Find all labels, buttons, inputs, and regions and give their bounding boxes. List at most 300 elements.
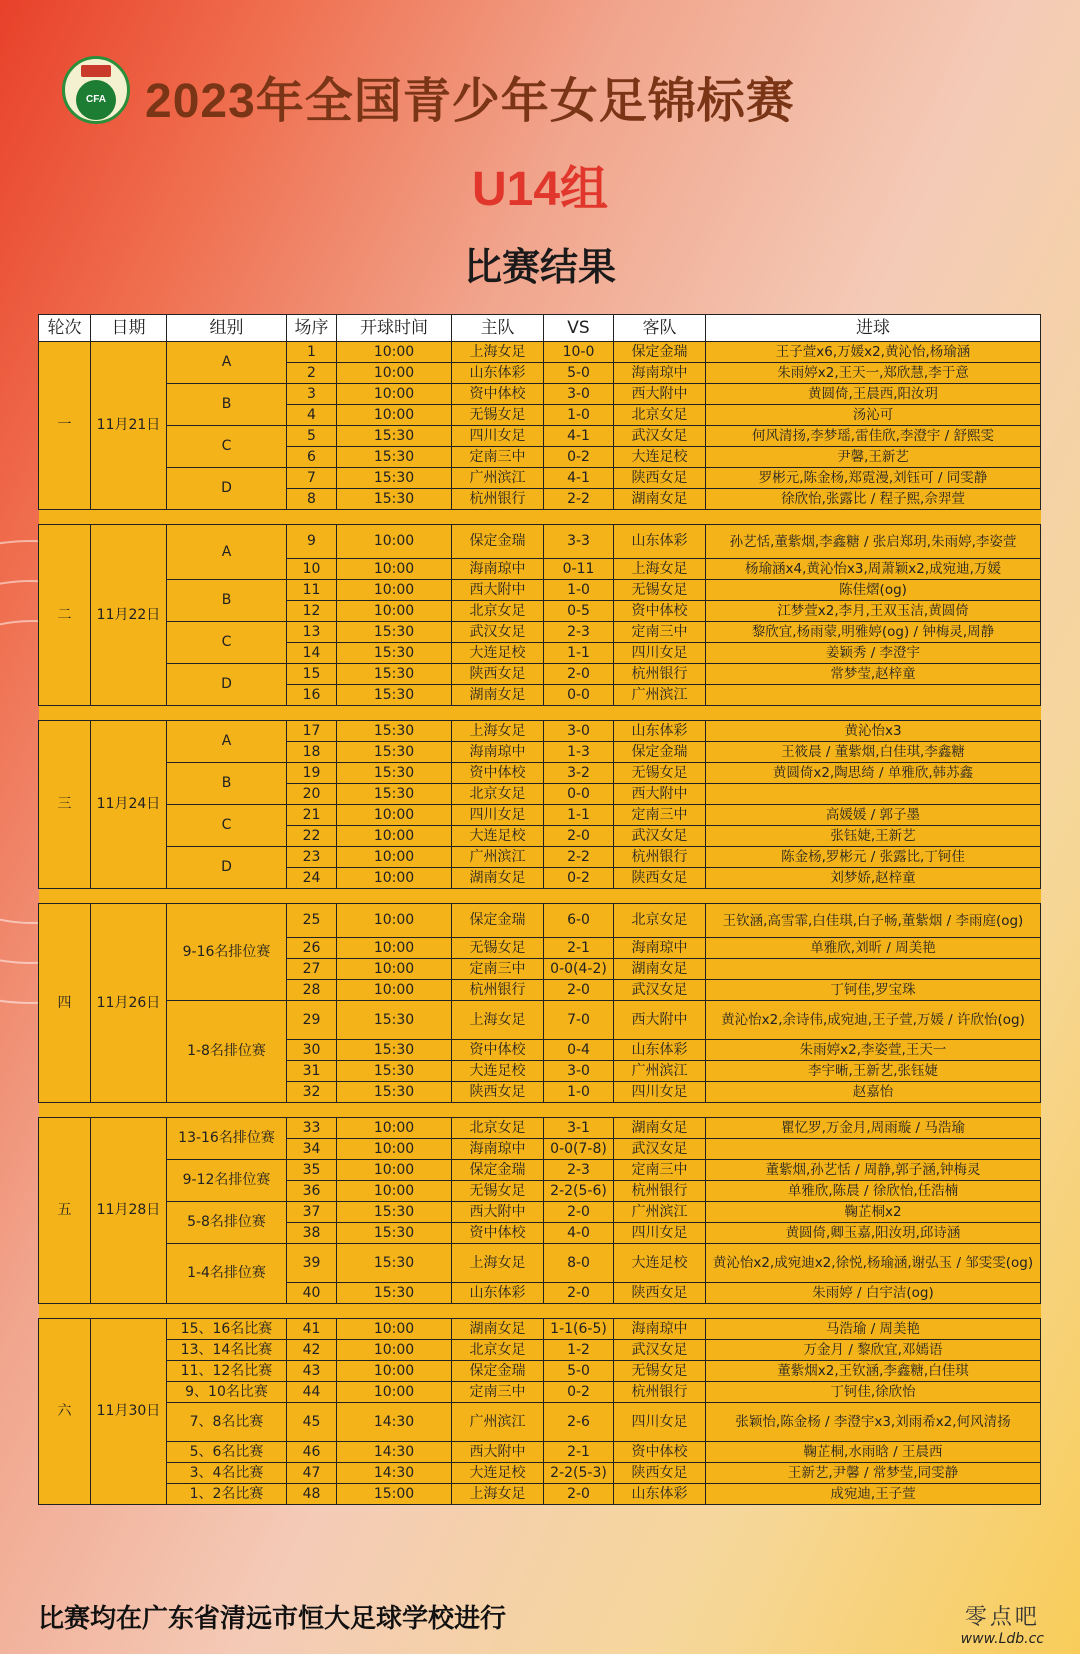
- table-row: [39, 1340, 1041, 1361]
- goals-cell: [706, 685, 1041, 706]
- header-goals: 进球: [706, 315, 1041, 342]
- home-team-cell: 保定金瑞: [452, 525, 544, 559]
- table-row: [39, 622, 1041, 643]
- table-row: [39, 1202, 1041, 1223]
- away-team-cell: 保定金瑞: [614, 742, 706, 763]
- table-header-row: [39, 315, 1041, 342]
- table-row: [39, 1361, 1041, 1382]
- kickoff-cell: 15:30: [337, 489, 452, 510]
- home-team-cell: 资中体校: [452, 763, 544, 784]
- home-team-cell: 上海女足: [452, 1484, 544, 1505]
- home-team-cell: 北京女足: [452, 601, 544, 622]
- score-cell: 2-3: [544, 622, 614, 643]
- group-cell: D: [167, 468, 287, 510]
- cfa-logo-icon: [62, 56, 130, 124]
- goals-cell: 张钰婕,王新艺: [706, 826, 1041, 847]
- match-no-cell: 10: [287, 559, 337, 580]
- home-team-cell: 定南三中: [452, 447, 544, 468]
- match-no-cell: 32: [287, 1082, 337, 1103]
- away-team-cell: 武汉女足: [614, 980, 706, 1001]
- match-no-cell: 27: [287, 959, 337, 980]
- away-team-cell: 大连足校: [614, 1244, 706, 1283]
- match-no-cell: 3: [287, 384, 337, 405]
- score-cell: 3-1: [544, 1118, 614, 1139]
- score-cell: 3-2: [544, 763, 614, 784]
- away-team-cell: 定南三中: [614, 1160, 706, 1181]
- goals-cell: [706, 1139, 1041, 1160]
- goals-cell: 马浩瑜 / 周美艳: [706, 1319, 1041, 1340]
- home-team-cell: 大连足校: [452, 1463, 544, 1484]
- kickoff-cell: 15:30: [337, 622, 452, 643]
- score-cell: 1-2: [544, 1340, 614, 1361]
- home-team-cell: 北京女足: [452, 784, 544, 805]
- away-team-cell: 杭州银行: [614, 847, 706, 868]
- kickoff-cell: 10:00: [337, 1319, 452, 1340]
- away-team-cell: 杭州银行: [614, 1382, 706, 1403]
- round-cell: 五: [39, 1118, 91, 1304]
- table-row: [39, 1442, 1041, 1463]
- goals-cell: 常梦莹,赵梓童: [706, 664, 1041, 685]
- home-team-cell: 西大附中: [452, 580, 544, 601]
- score-cell: 2-0: [544, 1484, 614, 1505]
- round-gap-row: [39, 510, 1041, 525]
- match-no-cell: 2: [287, 363, 337, 384]
- table-row: [39, 1382, 1041, 1403]
- home-team-cell: 湖南女足: [452, 1319, 544, 1340]
- match-no-cell: 16: [287, 685, 337, 706]
- table-row: [39, 1463, 1041, 1484]
- group-cell: 5、6名比赛: [167, 1442, 287, 1463]
- group-cell: 1-8名排位赛: [167, 1001, 287, 1103]
- score-cell: 0-2: [544, 1382, 614, 1403]
- group-cell: 5-8名排位赛: [167, 1202, 287, 1244]
- venue-note: 比赛均在广东省清远市恒大足球学校进行: [38, 1604, 507, 1634]
- home-team-cell: 北京女足: [452, 1340, 544, 1361]
- kickoff-cell: 15:30: [337, 664, 452, 685]
- away-team-cell: 保定金瑞: [614, 342, 706, 363]
- group-cell: A: [167, 342, 287, 384]
- away-team-cell: 四川女足: [614, 1223, 706, 1244]
- group-cell: C: [167, 426, 287, 468]
- away-team-cell: 资中体校: [614, 1442, 706, 1463]
- logo-gate-shape: [81, 65, 111, 77]
- goals-cell: [706, 784, 1041, 805]
- kickoff-cell: 10:00: [337, 405, 452, 426]
- home-team-cell: 湖南女足: [452, 685, 544, 706]
- table-row: [39, 1160, 1041, 1181]
- kickoff-cell: 10:00: [337, 384, 452, 405]
- kickoff-cell: 10:00: [337, 1160, 452, 1181]
- group-cell: 13、14名比赛: [167, 1340, 287, 1361]
- results-table: [38, 314, 1041, 1505]
- poster-title: 2023年全国青少年女足锦标赛: [145, 75, 795, 128]
- away-team-cell: 四川女足: [614, 643, 706, 664]
- group-cell: 9-12名排位赛: [167, 1160, 287, 1202]
- score-cell: 1-0: [544, 580, 614, 601]
- goals-cell: 孙艺恬,董紫烟,李鑫糖 / 张启郑玥,朱雨婷,李姿萱: [706, 525, 1041, 559]
- group-cell: B: [167, 763, 287, 805]
- kickoff-cell: 10:00: [337, 1118, 452, 1139]
- score-cell: 4-1: [544, 426, 614, 447]
- away-team-cell: 广州滨江: [614, 1061, 706, 1082]
- watermark-url: www.Ldb.cc: [960, 1631, 1044, 1647]
- match-no-cell: 36: [287, 1181, 337, 1202]
- group-cell: 11、12名比赛: [167, 1361, 287, 1382]
- goals-cell: 王新艺,尹馨 / 常梦莹,同雯静: [706, 1463, 1041, 1484]
- match-no-cell: 23: [287, 847, 337, 868]
- score-cell: 8-0: [544, 1244, 614, 1283]
- match-no-cell: 46: [287, 1442, 337, 1463]
- away-team-cell: 陕西女足: [614, 468, 706, 489]
- home-team-cell: 西大附中: [452, 1202, 544, 1223]
- goals-cell: 单雅欣,陈晨 / 徐欣怡,任浩楠: [706, 1181, 1041, 1202]
- match-no-cell: 12: [287, 601, 337, 622]
- kickoff-cell: 10:00: [337, 805, 452, 826]
- score-cell: 1-1: [544, 643, 614, 664]
- round-gap-row: [39, 1103, 1041, 1118]
- match-no-cell: 47: [287, 1463, 337, 1484]
- goals-cell: 黎欣宜,杨雨蒙,明雅婷(og) / 钟梅灵,周静: [706, 622, 1041, 643]
- kickoff-cell: 10:00: [337, 868, 452, 889]
- match-no-cell: 30: [287, 1040, 337, 1061]
- kickoff-cell: 14:30: [337, 1463, 452, 1484]
- away-team-cell: 陕西女足: [614, 868, 706, 889]
- section-heading: 比赛结果: [463, 245, 616, 289]
- kickoff-cell: 15:30: [337, 1061, 452, 1082]
- away-team-cell: 海南琼中: [614, 1319, 706, 1340]
- goals-cell: 姜颖秀 / 李澄宇: [706, 643, 1041, 664]
- group-cell: 13-16名排位赛: [167, 1118, 287, 1160]
- goals-cell: 王子萱x6,万媛x2,黄沁怡,杨瑜涵: [706, 342, 1041, 363]
- goals-cell: 李宇晰,王新艺,张钰婕: [706, 1061, 1041, 1082]
- table-row: [39, 580, 1041, 601]
- group-cell: C: [167, 622, 287, 664]
- match-no-cell: 20: [287, 784, 337, 805]
- home-team-cell: 海南琼中: [452, 1139, 544, 1160]
- kickoff-cell: 10:00: [337, 959, 452, 980]
- kickoff-cell: 15:30: [337, 1244, 452, 1283]
- watermark-cn: 零点吧: [964, 1605, 1040, 1630]
- kickoff-cell: 14:30: [337, 1442, 452, 1463]
- goals-cell: 成宛迪,王子萱: [706, 1484, 1041, 1505]
- goals-cell: 朱雨婷 / 白宇洁(og): [706, 1283, 1041, 1304]
- table-row: [39, 847, 1041, 868]
- score-cell: 0-0(4-2): [544, 959, 614, 980]
- score-cell: 3-0: [544, 721, 614, 742]
- kickoff-cell: 10:00: [337, 980, 452, 1001]
- header-away: 客队: [614, 315, 706, 342]
- table-row: [39, 763, 1041, 784]
- away-team-cell: 武汉女足: [614, 1340, 706, 1361]
- match-no-cell: 37: [287, 1202, 337, 1223]
- round-cell: 四: [39, 904, 91, 1103]
- round-cell: 三: [39, 721, 91, 889]
- away-team-cell: 陕西女足: [614, 1283, 706, 1304]
- goals-cell: 鞠芷桐,水雨晗 / 王晨西: [706, 1442, 1041, 1463]
- match-no-cell: 39: [287, 1244, 337, 1283]
- score-cell: 0-0(7-8): [544, 1139, 614, 1160]
- group-cell: A: [167, 525, 287, 580]
- away-team-cell: 北京女足: [614, 904, 706, 938]
- away-team-cell: 西大附中: [614, 384, 706, 405]
- away-team-cell: 西大附中: [614, 1001, 706, 1040]
- kickoff-cell: 10:00: [337, 1382, 452, 1403]
- round-gap-row: [39, 706, 1041, 721]
- logo-text: CFA: [76, 80, 116, 120]
- away-team-cell: 陕西女足: [614, 1463, 706, 1484]
- kickoff-cell: 15:30: [337, 643, 452, 664]
- match-no-cell: 14: [287, 643, 337, 664]
- kickoff-cell: 15:30: [337, 426, 452, 447]
- match-no-cell: 24: [287, 868, 337, 889]
- match-no-cell: 34: [287, 1139, 337, 1160]
- table-row: [39, 525, 1041, 559]
- table-row: [39, 1319, 1041, 1340]
- match-no-cell: 5: [287, 426, 337, 447]
- table-row: [39, 1118, 1041, 1139]
- kickoff-cell: 10:00: [337, 938, 452, 959]
- score-cell: 0-0: [544, 784, 614, 805]
- score-cell: 2-1: [544, 1442, 614, 1463]
- goals-cell: 黄圆倚x2,陶思绮 / 单雅欣,韩苏鑫: [706, 763, 1041, 784]
- score-cell: 2-1: [544, 938, 614, 959]
- kickoff-cell: 10:00: [337, 363, 452, 384]
- score-cell: 0-0: [544, 685, 614, 706]
- group-cell: D: [167, 664, 287, 706]
- score-cell: 2-0: [544, 664, 614, 685]
- match-no-cell: 8: [287, 489, 337, 510]
- round-gap-row: [39, 889, 1041, 904]
- score-cell: 2-2: [544, 847, 614, 868]
- table-row: [39, 468, 1041, 489]
- score-cell: 1-3: [544, 742, 614, 763]
- kickoff-cell: 15:30: [337, 1223, 452, 1244]
- table-row: [39, 384, 1041, 405]
- home-team-cell: 大连足校: [452, 826, 544, 847]
- score-cell: 10-0: [544, 342, 614, 363]
- score-cell: 1-1(6-5): [544, 1319, 614, 1340]
- home-team-cell: 保定金瑞: [452, 904, 544, 938]
- score-cell: 3-0: [544, 1061, 614, 1082]
- goals-cell: 董紫烟x2,王钦涵,李鑫糖,白佳琪: [706, 1361, 1041, 1382]
- kickoff-cell: 10:00: [337, 1340, 452, 1361]
- home-team-cell: 四川女足: [452, 805, 544, 826]
- kickoff-cell: 15:30: [337, 742, 452, 763]
- home-team-cell: 广州滨江: [452, 468, 544, 489]
- home-team-cell: 大连足校: [452, 643, 544, 664]
- home-team-cell: 无锡女足: [452, 405, 544, 426]
- away-team-cell: 武汉女足: [614, 1139, 706, 1160]
- home-team-cell: 武汉女足: [452, 622, 544, 643]
- kickoff-cell: 10:00: [337, 1181, 452, 1202]
- group-cell: 7、8名比赛: [167, 1403, 287, 1442]
- match-no-cell: 25: [287, 904, 337, 938]
- kickoff-cell: 10:00: [337, 847, 452, 868]
- table-row: [39, 721, 1041, 742]
- results-table-wrapper: [38, 314, 1040, 1505]
- score-cell: 3-0: [544, 384, 614, 405]
- away-team-cell: 无锡女足: [614, 1361, 706, 1382]
- group-cell: C: [167, 805, 287, 847]
- match-no-cell: 28: [287, 980, 337, 1001]
- home-team-cell: 上海女足: [452, 1244, 544, 1283]
- round-gap-cell: [39, 889, 1041, 904]
- score-cell: 2-2: [544, 489, 614, 510]
- goals-cell: 张颖怡,陈金杨 / 李澄宇x3,刘雨希x2,何风清扬: [706, 1403, 1041, 1442]
- table-row: [39, 1484, 1041, 1505]
- date-cell: 11月24日: [91, 721, 167, 889]
- match-no-cell: 1: [287, 342, 337, 363]
- header-kickoff: 开球时间: [337, 315, 452, 342]
- score-cell: 1-0: [544, 1082, 614, 1103]
- group-cell: 15、16名比赛: [167, 1319, 287, 1340]
- goals-cell: 王钦涵,高雪霏,白佳琪,白子畅,董紫烟 / 李雨庭(og): [706, 904, 1041, 938]
- home-team-cell: 湖南女足: [452, 868, 544, 889]
- score-cell: 2-0: [544, 1283, 614, 1304]
- watermark: [961, 1600, 1044, 1647]
- goals-cell: 江梦萱x2,李月,王双玉洁,黄圆倚: [706, 601, 1041, 622]
- kickoff-cell: 15:30: [337, 1202, 452, 1223]
- kickoff-cell: 14:30: [337, 1403, 452, 1442]
- away-team-cell: 武汉女足: [614, 426, 706, 447]
- goals-cell: 刘梦娇,赵梓童: [706, 868, 1041, 889]
- header-match-no: 场序: [287, 315, 337, 342]
- away-team-cell: 山东体彩: [614, 525, 706, 559]
- goals-cell: 徐欣怡,张露比 / 程子熙,佘羿萱: [706, 489, 1041, 510]
- date-cell: 11月22日: [91, 525, 167, 706]
- score-cell: 6-0: [544, 904, 614, 938]
- home-team-cell: 山东体彩: [452, 1283, 544, 1304]
- home-team-cell: 保定金瑞: [452, 1160, 544, 1181]
- kickoff-cell: 15:00: [337, 1484, 452, 1505]
- goals-cell: 高媛媛 / 郭子墨: [706, 805, 1041, 826]
- score-cell: 2-0: [544, 826, 614, 847]
- goals-cell: 杨瑜涵x4,黄沁怡x3,周萧颖x2,成宛迪,万媛: [706, 559, 1041, 580]
- score-cell: 2-0: [544, 980, 614, 1001]
- match-no-cell: 15: [287, 664, 337, 685]
- goals-cell: 赵嘉怡: [706, 1082, 1041, 1103]
- poster-header: [0, 0, 1080, 310]
- match-no-cell: 26: [287, 938, 337, 959]
- match-no-cell: 18: [287, 742, 337, 763]
- score-cell: 0-4: [544, 1040, 614, 1061]
- goals-cell: 尹馨,王新艺: [706, 447, 1041, 468]
- goals-cell: 朱雨婷x2,李姿萱,王天一: [706, 1040, 1041, 1061]
- table-row: [39, 1244, 1041, 1283]
- away-team-cell: 杭州银行: [614, 1181, 706, 1202]
- match-no-cell: 7: [287, 468, 337, 489]
- home-team-cell: 无锡女足: [452, 938, 544, 959]
- away-team-cell: 山东体彩: [614, 1484, 706, 1505]
- away-team-cell: 定南三中: [614, 805, 706, 826]
- home-team-cell: 陕西女足: [452, 664, 544, 685]
- home-team-cell: 定南三中: [452, 1382, 544, 1403]
- match-no-cell: 6: [287, 447, 337, 468]
- score-cell: 4-1: [544, 468, 614, 489]
- home-team-cell: 保定金瑞: [452, 1361, 544, 1382]
- home-team-cell: 上海女足: [452, 342, 544, 363]
- away-team-cell: 广州滨江: [614, 685, 706, 706]
- away-team-cell: 上海女足: [614, 559, 706, 580]
- match-no-cell: 42: [287, 1340, 337, 1361]
- round-gap-row: [39, 1304, 1041, 1319]
- away-team-cell: 资中体校: [614, 601, 706, 622]
- header-group: 组别: [167, 315, 287, 342]
- home-team-cell: 上海女足: [452, 1001, 544, 1040]
- kickoff-cell: 10:00: [337, 342, 452, 363]
- away-team-cell: 海南琼中: [614, 363, 706, 384]
- goals-cell: 丁钶佳,罗宝珠: [706, 980, 1041, 1001]
- match-no-cell: 40: [287, 1283, 337, 1304]
- group-cell: 3、4名比赛: [167, 1463, 287, 1484]
- away-team-cell: 山东体彩: [614, 721, 706, 742]
- away-team-cell: 四川女足: [614, 1403, 706, 1442]
- score-cell: 2-2(5-6): [544, 1181, 614, 1202]
- date-cell: 11月21日: [91, 342, 167, 510]
- match-no-cell: 45: [287, 1403, 337, 1442]
- goals-cell: 瞿忆罗,万金月,周雨璇 / 马浩瑜: [706, 1118, 1041, 1139]
- score-cell: 2-6: [544, 1403, 614, 1442]
- date-cell: 11月26日: [91, 904, 167, 1103]
- kickoff-cell: 15:30: [337, 784, 452, 805]
- table-row: [39, 805, 1041, 826]
- home-team-cell: 杭州银行: [452, 489, 544, 510]
- header-round: 轮次: [39, 315, 91, 342]
- match-no-cell: 21: [287, 805, 337, 826]
- match-no-cell: 33: [287, 1118, 337, 1139]
- goals-cell: 黄圆倚,卿玉嘉,阳汝玥,邱诗涵: [706, 1223, 1041, 1244]
- goals-cell: 黄沁怡x2,成宛迪x2,徐悦,杨瑜涵,谢弘玉 / 邹雯雯(og): [706, 1244, 1041, 1283]
- score-cell: 1-1: [544, 805, 614, 826]
- kickoff-cell: 15:30: [337, 1283, 452, 1304]
- group-cell: 1-4名排位赛: [167, 1244, 287, 1304]
- home-team-cell: 陕西女足: [452, 1082, 544, 1103]
- match-no-cell: 22: [287, 826, 337, 847]
- match-no-cell: 44: [287, 1382, 337, 1403]
- match-no-cell: 43: [287, 1361, 337, 1382]
- date-cell: 11月30日: [91, 1319, 167, 1505]
- goals-cell: 汤沁可: [706, 405, 1041, 426]
- goals-cell: 王筱晨 / 董紫烟,白佳琪,李鑫糖: [706, 742, 1041, 763]
- away-team-cell: 海南琼中: [614, 938, 706, 959]
- kickoff-cell: 15:30: [337, 1082, 452, 1103]
- score-cell: 0-2: [544, 868, 614, 889]
- table-row: [39, 426, 1041, 447]
- match-no-cell: 38: [287, 1223, 337, 1244]
- match-no-cell: 11: [287, 580, 337, 601]
- kickoff-cell: 10:00: [337, 826, 452, 847]
- away-team-cell: 北京女足: [614, 405, 706, 426]
- home-team-cell: 海南琼中: [452, 742, 544, 763]
- kickoff-cell: 10:00: [337, 580, 452, 601]
- group-cell: 9-16名排位赛: [167, 904, 287, 1001]
- match-no-cell: 31: [287, 1061, 337, 1082]
- away-team-cell: 湖南女足: [614, 1118, 706, 1139]
- goals-cell: 黄沁怡x2,余诗伟,成宛迪,王子萱,万媛 / 许欣怡(og): [706, 1001, 1041, 1040]
- away-team-cell: 定南三中: [614, 622, 706, 643]
- home-team-cell: 西大附中: [452, 1442, 544, 1463]
- round-cell: 六: [39, 1319, 91, 1505]
- home-team-cell: 山东体彩: [452, 363, 544, 384]
- home-team-cell: 资中体校: [452, 384, 544, 405]
- header-vs: VS: [544, 315, 614, 342]
- kickoff-cell: 15:30: [337, 721, 452, 742]
- table-row: [39, 1001, 1041, 1040]
- match-no-cell: 4: [287, 405, 337, 426]
- round-gap-cell: [39, 706, 1041, 721]
- kickoff-cell: 10:00: [337, 559, 452, 580]
- table-row: [39, 342, 1041, 363]
